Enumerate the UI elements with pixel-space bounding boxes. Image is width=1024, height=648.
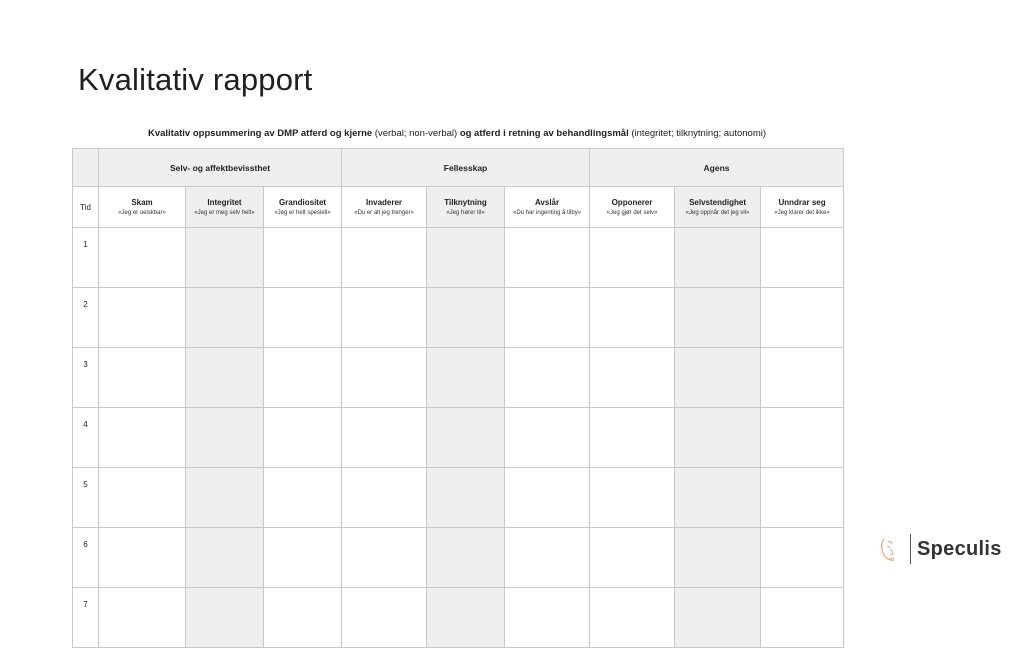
table-cell[interactable] — [761, 288, 844, 348]
group-header-row — [73, 149, 844, 187]
column-header-unndrar-seg — [761, 187, 844, 228]
table-cell[interactable] — [761, 468, 844, 528]
table-cell[interactable] — [342, 228, 427, 288]
table-cell[interactable] — [590, 408, 675, 468]
tid-label: Tid — [80, 202, 91, 212]
table-cell[interactable] — [342, 468, 427, 528]
column-quote: «Jeg er meg selv helt» — [194, 210, 255, 216]
table-cell[interactable] — [675, 228, 761, 288]
face-line-icon — [878, 533, 906, 565]
group-header-agency: Agens — [590, 149, 844, 187]
column-quote: «Jeg oppnår det jeg vil» — [685, 210, 750, 216]
table-cell[interactable] — [99, 588, 186, 648]
table-cell[interactable] — [505, 588, 590, 648]
column-header-opponerer — [590, 187, 675, 228]
table-cell[interactable] — [186, 468, 264, 528]
table-cell[interactable] — [590, 588, 675, 648]
column-name: Tilknytning — [444, 198, 487, 207]
table-cell[interactable] — [427, 468, 505, 528]
column-header-tilknytning — [427, 187, 505, 228]
table-cell[interactable] — [427, 348, 505, 408]
tid-header — [73, 187, 99, 228]
table-cell[interactable] — [675, 588, 761, 648]
table-cell[interactable] — [264, 348, 342, 408]
row-number: 6 — [73, 528, 99, 588]
column-name: Selvstendighet — [689, 198, 746, 207]
column-header-grandiositet — [264, 187, 342, 228]
table-cell[interactable] — [427, 288, 505, 348]
column-header-integritet — [186, 187, 264, 228]
table-cell[interactable] — [342, 408, 427, 468]
table-row — [73, 288, 844, 348]
column-header-row — [73, 187, 844, 228]
column-header-selvstendighet — [675, 187, 761, 228]
logo-divider — [910, 534, 911, 564]
table-cell[interactable] — [186, 228, 264, 288]
table-cell[interactable] — [505, 468, 590, 528]
table-cell[interactable] — [590, 228, 675, 288]
column-quote: «Du har ingenting å tilby» — [513, 210, 582, 216]
speculis-logo — [878, 532, 1002, 566]
column-quote: «Du er alt jeg trenger» — [354, 210, 414, 216]
column-quote: «Jeg gjør det selv» — [606, 210, 658, 216]
corner-cell — [73, 149, 99, 187]
column-name: Invaderer — [366, 198, 403, 207]
table-cell[interactable] — [675, 468, 761, 528]
table-cell[interactable] — [427, 408, 505, 468]
column-name: Opponerer — [611, 198, 653, 207]
caption-part-2: (verbal; non-verbal) — [372, 128, 460, 139]
column-header-skam — [99, 187, 186, 228]
table-cell[interactable] — [99, 528, 186, 588]
table-cell[interactable] — [505, 228, 590, 288]
column-name: Skam — [131, 198, 153, 207]
table-cell[interactable] — [99, 288, 186, 348]
table-cell[interactable] — [505, 408, 590, 468]
table-caption — [72, 128, 842, 139]
column-quote: «Jeg hører til» — [446, 210, 485, 216]
table-cell[interactable] — [342, 348, 427, 408]
table-cell[interactable] — [427, 588, 505, 648]
table-cell[interactable] — [99, 348, 186, 408]
row-number: 3 — [73, 348, 99, 408]
table-cell[interactable] — [99, 228, 186, 288]
group-header-self: Selv- og affektbevissthet — [99, 149, 342, 187]
table-cell[interactable] — [505, 348, 590, 408]
table-cell[interactable] — [427, 228, 505, 288]
table-cell[interactable] — [264, 228, 342, 288]
table-cell[interactable] — [99, 468, 186, 528]
table-cell[interactable] — [590, 468, 675, 528]
table-cell[interactable] — [342, 588, 427, 648]
logo-text: Speculis — [917, 537, 1002, 560]
row-number: 7 — [73, 588, 99, 648]
table-cell[interactable] — [186, 348, 264, 408]
table-cell[interactable] — [761, 348, 844, 408]
table-cell[interactable] — [264, 408, 342, 468]
column-header-invaderer — [342, 187, 427, 228]
column-name: Integritet — [207, 198, 242, 207]
caption-part-1: Kvalitativ oppsummering av DMP atferd og kjerne — [147, 128, 373, 139]
report-table — [72, 148, 844, 648]
table-cell[interactable] — [761, 588, 844, 648]
table-cell[interactable] — [342, 528, 427, 588]
table-cell[interactable] — [264, 288, 342, 348]
table-row — [73, 528, 844, 588]
column-header-avslår — [505, 187, 590, 228]
table-row — [73, 408, 844, 468]
table-cell[interactable] — [264, 468, 342, 528]
table-row — [73, 588, 844, 648]
table-row — [73, 468, 844, 528]
table-cell[interactable] — [342, 288, 427, 348]
row-number: 5 — [73, 468, 99, 528]
table-row — [73, 348, 844, 408]
row-number: 1 — [73, 228, 99, 288]
column-quote: «Jeg klarer det ikke» — [774, 210, 830, 216]
table-cell[interactable] — [99, 408, 186, 468]
table-cell[interactable] — [761, 408, 844, 468]
table-cell[interactable] — [761, 528, 844, 588]
table-cell[interactable] — [505, 528, 590, 588]
column-quote: «Jeg er helt spesiell» — [274, 210, 331, 216]
table-cell[interactable] — [675, 528, 761, 588]
column-quote: «Jeg er uelskbar» — [118, 210, 166, 216]
table-cell[interactable] — [186, 288, 264, 348]
table-cell[interactable] — [675, 288, 761, 348]
caption-part-4: (integritet; tilknytning; autonomi) — [628, 128, 767, 139]
column-name: Avslår — [534, 198, 560, 207]
table-cell[interactable] — [590, 288, 675, 348]
caption-part-3: og atferd i retning av behandlingsmål — [459, 128, 629, 139]
table-cell[interactable] — [186, 528, 264, 588]
row-number: 2 — [73, 288, 99, 348]
table-cell[interactable] — [505, 288, 590, 348]
table-cell[interactable] — [675, 348, 761, 408]
table-cell[interactable] — [264, 588, 342, 648]
table-cell[interactable] — [590, 348, 675, 408]
table-cell[interactable] — [186, 588, 264, 648]
slide-title: Kvalitativ rapport — [78, 62, 313, 97]
table-cell[interactable] — [761, 228, 844, 288]
table-cell[interactable] — [186, 408, 264, 468]
table-cell[interactable] — [675, 408, 761, 468]
table-cell[interactable] — [264, 528, 342, 588]
group-header-community: Fellesskap — [342, 149, 590, 187]
table-cell[interactable] — [590, 528, 675, 588]
table-cell[interactable] — [427, 528, 505, 588]
row-number: 4 — [73, 408, 99, 468]
column-name: Unndrar seg — [778, 198, 826, 207]
table-row — [73, 228, 844, 288]
column-name: Grandiositet — [278, 198, 327, 207]
